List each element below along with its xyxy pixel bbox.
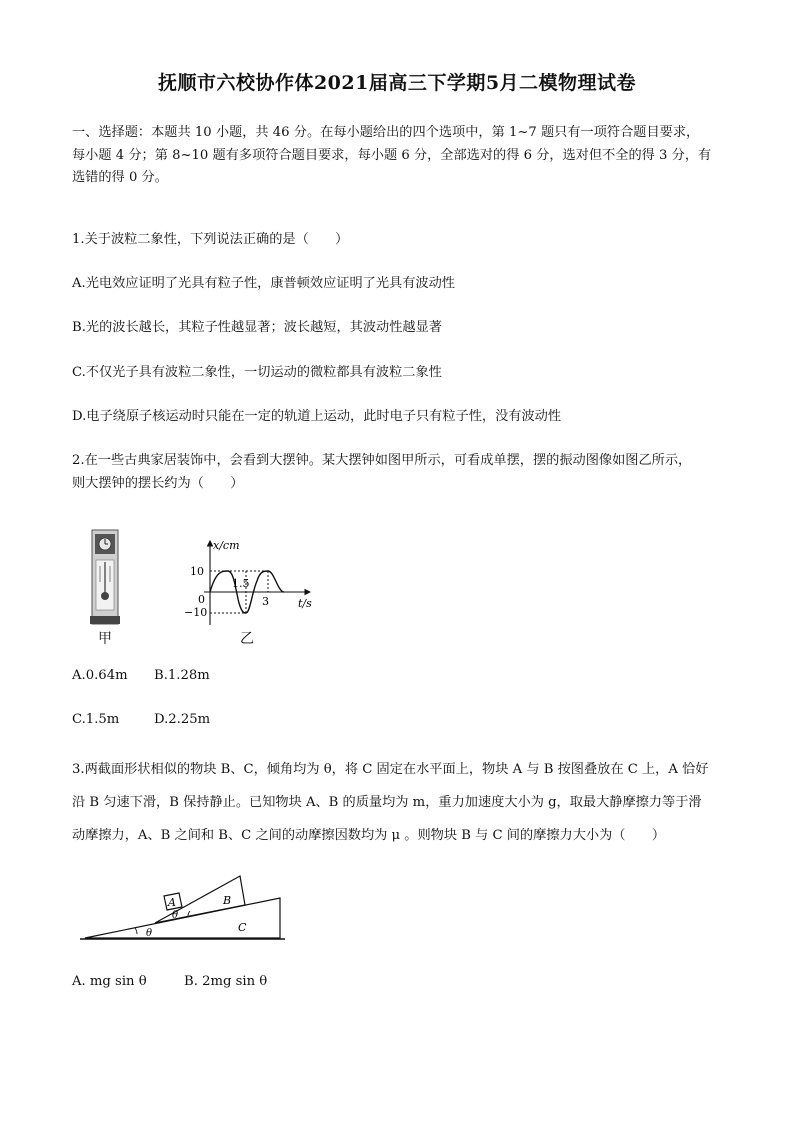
theta-label-lower: θ (146, 928, 153, 939)
q2-option-b: B.1.28m (154, 668, 210, 683)
clock-figure (80, 528, 130, 628)
q1-option-d: D.电子绕原子核运动时只能在一定的轨道上运动，此时电子只有粒子性，没有波动性 (72, 409, 562, 424)
q2-option-c: C.1.5m (72, 712, 120, 727)
clock-icon (90, 530, 120, 624)
q2-option-d: D.2.25m (154, 712, 211, 727)
q2-stem (72, 450, 732, 495)
q2-stem-line: 2.在一些古典家居装饰中，会看到大摆钟。某大摆钟如图甲所示，可看成单摆，摆的振动图像如图乙所示， (72, 453, 692, 468)
section-instructions (72, 122, 732, 190)
q3-stem-line: 3.两截面形状相似的物块 B、C，倾角均为 θ，将 C 固定在水平面上，物块 A 与 B 按图叠放在 C 上，A 恰好 (72, 762, 709, 777)
q3-stem-line: 动摩擦力，A、B 之间和 B、C 之间的动摩擦因数均为 μ 。则物块 B 与 C 间的摩擦力大小为（ ） (72, 828, 666, 843)
label-c: C (238, 921, 247, 934)
instruction-line: 一、选择题：本题共 10 小题，共 46 分。在每小题给出的四个选项中，第 1~7 题只有一项符合题目要求， (72, 125, 700, 140)
label-a: A (168, 896, 176, 909)
q3-stem (72, 753, 732, 852)
t-full-label: 3 (262, 595, 269, 608)
x-axis-label: t/s (298, 597, 312, 610)
t-half-label: 1.5 (232, 577, 250, 590)
theta-label-upper: θ (172, 910, 179, 921)
q3-stem-line: 沿 B 匀速下滑，B 保持静止。已知物块 A、B 的质量均为 m，重力加速度大小为 g，取最大静摩擦力等于滑 (72, 795, 702, 810)
figure-label-jia: 甲 (98, 631, 112, 647)
q2-stem-line: 则大摆钟的摆长约为（ ） (72, 475, 244, 491)
page-title: 抚顺市六校协作体2021届高三下学期5月二模物理试卷 (157, 72, 637, 94)
q1-option-b: B.光的波长越长，其粒子性越显著；波长越短，其波动性越显著 (72, 320, 442, 335)
label-b: B (223, 894, 232, 907)
q1-option-c: C.不仅光子具有波粒二象性，一切运动的微粒都具有波粒二象性 (72, 365, 442, 380)
q3-option-a: A. mg sin θ (72, 974, 147, 989)
y-tick-top: 10 (190, 565, 204, 578)
q1-option-a: A.光电效应证明了光具有粒子性，康普顿效应证明了光具有波动性 (72, 276, 455, 291)
q1-stem: 1.关于波粒二象性，下列说法正确的是（ ） (72, 232, 349, 247)
q3-option-b: B. 2mg sin θ (184, 974, 268, 989)
vibration-graph (180, 535, 330, 630)
figure-label-yi: 乙 (240, 631, 254, 647)
instruction-line: 每小题 4 分；第 8~10 题有多项符合题目要求，每小题 6 分，全部选对的得 6 分，选对但不全的得 3 分，有 (72, 147, 712, 163)
q2-option-a: A.0.64m (72, 668, 128, 683)
origin-label: 0 (198, 593, 205, 606)
y-axis-label: x/cm (213, 539, 240, 552)
incline-figure (80, 868, 290, 948)
y-tick-bottom: −10 (184, 606, 208, 619)
instruction-line: 选错的得 0 分。 (72, 170, 168, 185)
